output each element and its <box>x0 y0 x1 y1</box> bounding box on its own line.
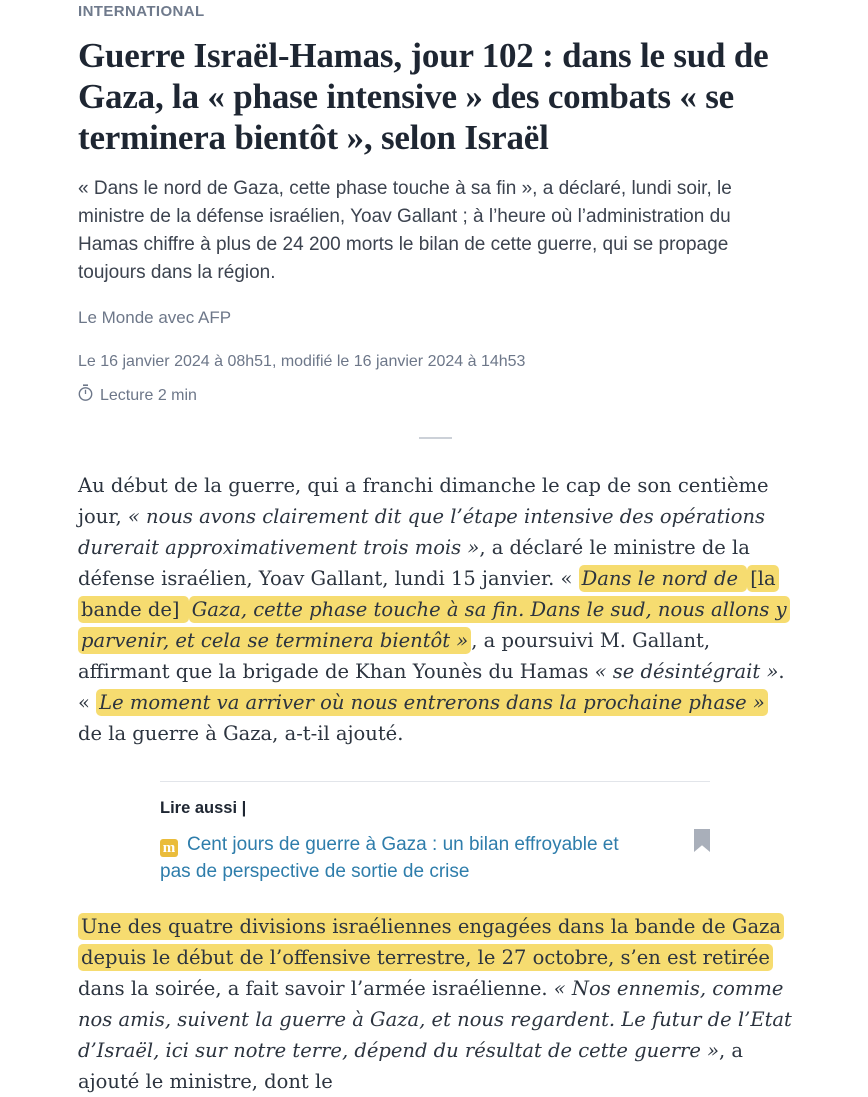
section-divider <box>419 437 452 439</box>
bookmark-icon <box>694 840 710 855</box>
stopwatch-icon <box>78 384 93 407</box>
highlighted-text-segment: Une des quatre divisions israéliennes engagées dans la bande de Gaza depuis le début de l’offensive terrestre, le 27 octobre, s’en est retirée <box>78 913 784 971</box>
text-segment: Au début de la guerre, qui a franchi dimanche le cap de son centième jour, <box>78 474 769 528</box>
read-also-link-text: Cent jours de guerre à Gaza : un bilan effroyable et pas de perspective de sortie de crise <box>160 834 619 882</box>
highlighted-text-segment: Gaza, cette phase touche à sa fin. Dans le sud, nous allons y parvenir, et cela se terminera bientôt » <box>78 596 790 654</box>
read-also-content <box>160 799 640 885</box>
text-segment: dans la soirée, a fait savoir l’armée israélienne. <box>78 977 554 1000</box>
text-segment: , a déclaré le ministre de la défense israélien, Yoav Gallant, lundi 15 janvier. « <box>78 536 750 590</box>
highlighted-text-segment: Le moment va arriver où nous entrerons dans la prochaine phase » <box>96 689 768 716</box>
text-segment: de la guerre à Gaza, a-t-il ajouté. <box>78 722 404 745</box>
read-also-link[interactable] <box>160 831 640 885</box>
reading-time <box>78 384 792 407</box>
text-segment: , a poursuivi M. Gallant, affirmant que la brigade de Khan Younès du Hamas <box>78 629 711 683</box>
dateline: Le 16 janvier 2024 à 08h51, modifié le 16 janvier 2024 à 14h53 <box>78 353 526 370</box>
text-segment: « nous avons clairement dit que l’étape intensive des opérations durerait approximativement trois mois » <box>78 505 766 559</box>
bookmark-button[interactable] <box>694 829 710 855</box>
lemonde-m-icon: m <box>160 839 178 857</box>
category-label[interactable]: INTERNATIONAL <box>78 3 205 20</box>
highlighted-text-segment: [la bande de] <box>78 565 779 623</box>
text-segment: . « <box>78 660 785 714</box>
read-also-label: Lire aussi | <box>160 799 247 817</box>
article-paragraph <box>78 470 792 749</box>
article-paragraph <box>78 911 792 1097</box>
text-segment: , a ajouté le ministre, dont le <box>78 1039 744 1093</box>
page-title: Guerre Israël-Hamas, jour 102 : dans le sud de Gaza, la « phase intensive » des combats « se terminera bientôt », selon Israël <box>78 36 769 157</box>
read-also-box <box>160 781 710 885</box>
text-segment: « Nos ennemis, comme nos amis, suivent la guerre à Gaza, et nous regardent. Le futur de l’Etat d’Israël, ici sur notre terre, dépend du résultat de cette guerre » <box>78 977 792 1062</box>
reading-time-label: Lecture 2 min <box>100 386 197 404</box>
text-segment: « se désintégrait » <box>594 660 779 683</box>
highlighted-text-segment: Dans le nord de <box>579 565 748 592</box>
byline: Le Monde avec AFP <box>78 308 232 327</box>
standfirst: « Dans le nord de Gaza, cette phase touche à sa fin », a déclaré, lundi soir, le ministre de la défense israélien, Yoav Gallant ; à l’heure où l’administration du Hamas chiffre à plus de 24 200 morts le bilan de cette guerre, qui se propage toujours dans la région. <box>78 178 732 283</box>
